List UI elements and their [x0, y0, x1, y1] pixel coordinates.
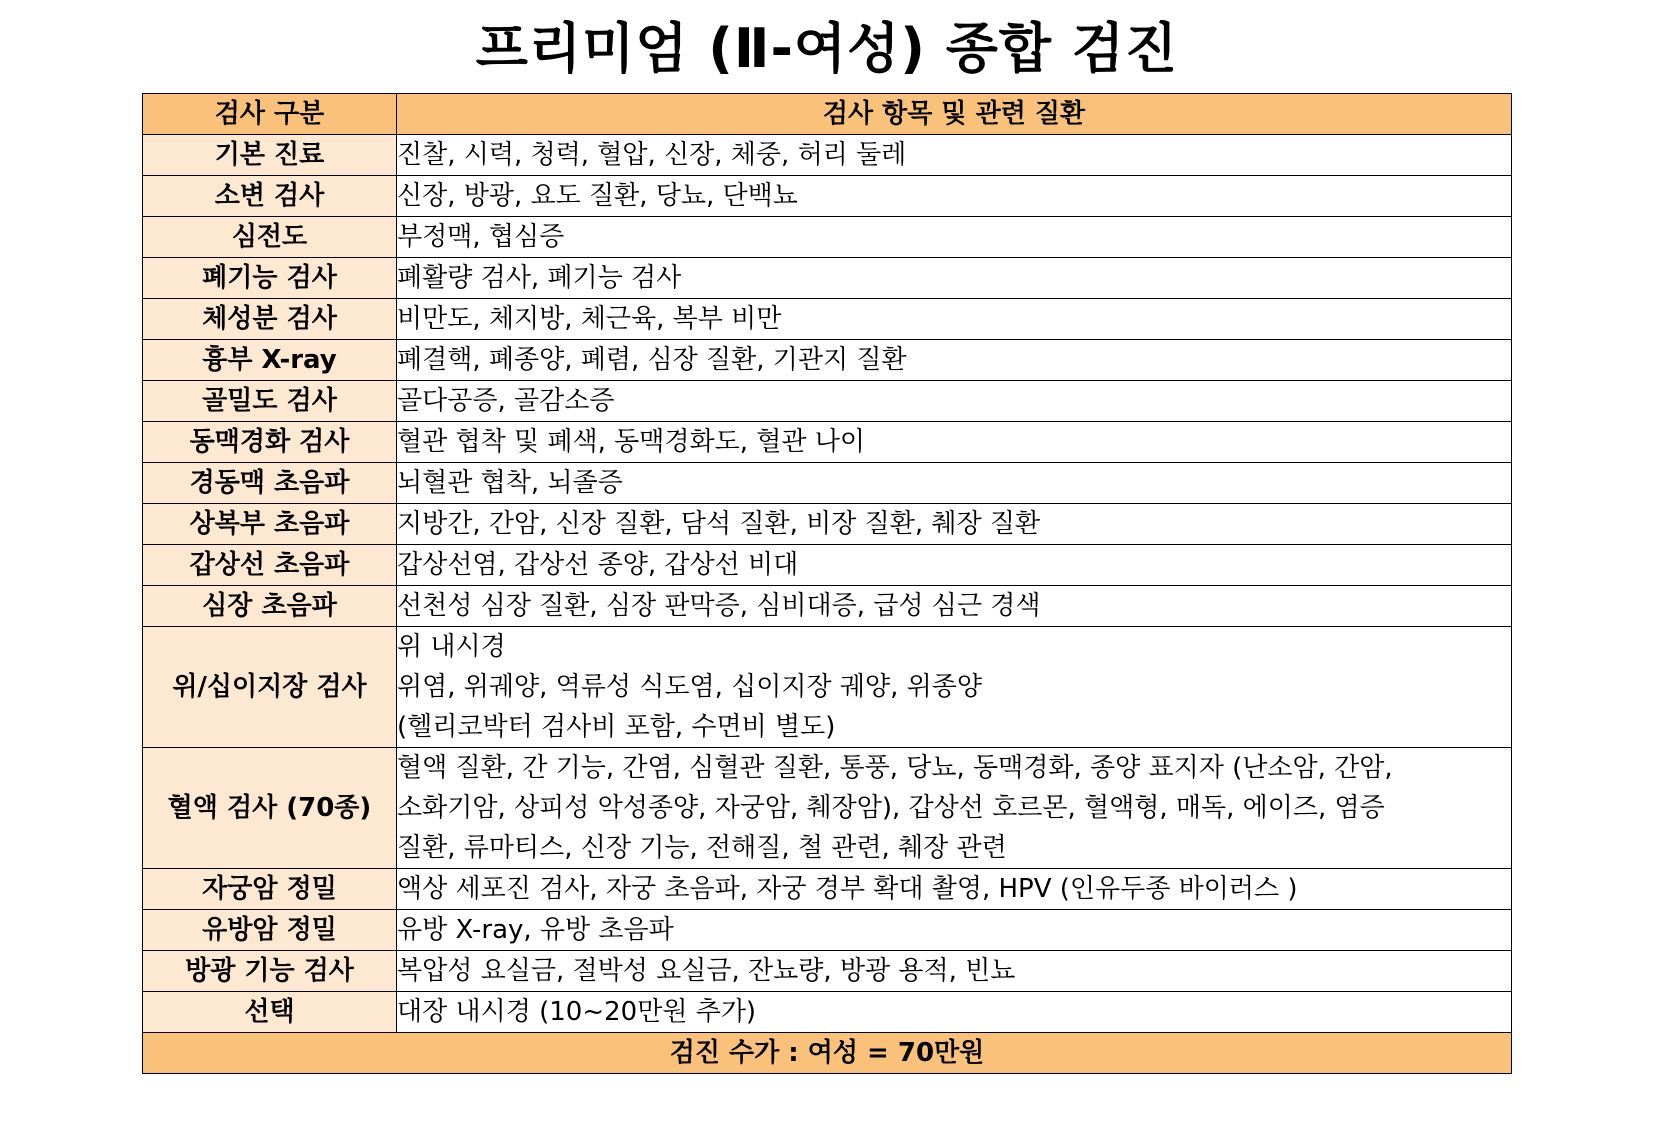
table-row [143, 545, 1512, 586]
exam-item-line: 질환, 류마티스, 신장 기능, 전해질, 철 관련, 췌장 관련 [397, 833, 1007, 863]
table-row [143, 627, 1512, 748]
table-footer-row [143, 1033, 1512, 1074]
exam-item-line: 폐활량 검사, 폐기능 검사 [397, 263, 682, 293]
exam-category: 유방암 정밀 [143, 910, 397, 951]
exam-category: 동맥경화 검사 [143, 422, 397, 463]
table-header-row [143, 94, 1512, 135]
page-title: 프리미엄 (Ⅱ-여성) 종합 검진 [475, 17, 1179, 80]
exam-items [397, 748, 1512, 869]
header-items: 검사 항목 및 관련 질환 [397, 94, 1512, 135]
exam-item-line: 위 내시경 [397, 632, 506, 662]
table-row [143, 340, 1512, 381]
table-row [143, 217, 1512, 258]
exam-item-line: 혈액 질환, 간 기능, 간염, 심혈관 질환, 통풍, 당뇨, 동맥경화, 종양 표지자 (난소암, 간암, [397, 753, 1393, 783]
exam-item-line: 신장, 방광, 요도 질환, 당뇨, 단백뇨 [397, 181, 798, 211]
exam-item-line: 지방간, 간암, 신장 질환, 담석 질환, 비장 질환, 췌장 질환 [397, 509, 1041, 539]
exam-category: 혈액 검사 (70종) [143, 748, 397, 869]
exam-items [397, 951, 1512, 992]
exam-category: 선택 [143, 992, 397, 1033]
table-body [143, 135, 1512, 1033]
exam-items [397, 258, 1512, 299]
exam-items [397, 545, 1512, 586]
exam-category: 폐기능 검사 [143, 258, 397, 299]
table-row [143, 748, 1512, 869]
exam-category: 체성분 검사 [143, 299, 397, 340]
exam-category: 방광 기능 검사 [143, 951, 397, 992]
exam-items [397, 176, 1512, 217]
table-row [143, 135, 1512, 176]
exam-items [397, 340, 1512, 381]
exam-item-line: 위염, 위궤양, 역류성 식도염, 십이지장 궤양, 위종양 [397, 672, 982, 702]
exam-category: 소변 검사 [143, 176, 397, 217]
exam-items [397, 217, 1512, 258]
exam-item-line: 진찰, 시력, 청력, 혈압, 신장, 체중, 허리 둘레 [397, 140, 907, 170]
table-row [143, 176, 1512, 217]
exam-item-line: 소화기암, 상피성 악성종양, 자궁암, 췌장암), 갑상선 호르몬, 혈액형, 매독, 에이즈, 염증 [397, 793, 1385, 823]
exam-category: 골밀도 검사 [143, 381, 397, 422]
exam-item-line: (헬리코박터 검사비 포함, 수면비 별도) [397, 712, 836, 742]
exam-item-line: 유방 X-ray, 유방 초음파 [397, 915, 674, 945]
exam-item-line: 혈관 협착 및 폐색, 동맥경화도, 혈관 나이 [397, 427, 865, 457]
exam-items [397, 381, 1512, 422]
exam-category: 갑상선 초음파 [143, 545, 397, 586]
table-row [143, 381, 1512, 422]
table-row [143, 992, 1512, 1033]
exam-items [397, 504, 1512, 545]
exam-items [397, 299, 1512, 340]
exam-item-line: 복압성 요실금, 절박성 요실금, 잔뇨량, 방광 용적, 빈뇨 [397, 956, 1016, 986]
exam-item-line: 비만도, 체지방, 체근육, 복부 비만 [397, 304, 782, 334]
table-row [143, 258, 1512, 299]
exam-category: 상복부 초음파 [143, 504, 397, 545]
exam-item-line: 갑상선염, 갑상선 종양, 갑상선 비대 [397, 550, 799, 580]
exam-category: 자궁암 정밀 [143, 869, 397, 910]
exam-items [397, 135, 1512, 176]
table-row [143, 910, 1512, 951]
exam-item-line: 부정맥, 협심증 [397, 222, 565, 252]
exam-items [397, 627, 1512, 748]
price-footer: 검진 수가 : 여성 = 70만원 [143, 1033, 1512, 1074]
table-row [143, 299, 1512, 340]
exam-category: 기본 진료 [143, 135, 397, 176]
exam-table [142, 93, 1512, 1074]
header-category: 검사 구분 [143, 94, 397, 135]
table-row [143, 869, 1512, 910]
exam-items [397, 586, 1512, 627]
exam-item-line: 액상 세포진 검사, 자궁 초음파, 자궁 경부 확대 촬영, HPV (인유두종 바이러스 ) [397, 874, 1298, 904]
exam-category: 흉부 X-ray [143, 340, 397, 381]
table-row [143, 422, 1512, 463]
exam-item-line: 폐결핵, 폐종양, 폐렴, 심장 질환, 기관지 질환 [397, 345, 907, 375]
table-row [143, 951, 1512, 992]
exam-items [397, 910, 1512, 951]
exam-items [397, 869, 1512, 910]
table-row [143, 504, 1512, 545]
exam-category: 위/십이지장 검사 [143, 627, 397, 748]
exam-category: 심장 초음파 [143, 586, 397, 627]
table-row [143, 586, 1512, 627]
exam-category: 경동맥 초음파 [143, 463, 397, 504]
exam-items [397, 992, 1512, 1033]
exam-item-line: 선천성 심장 질환, 심장 판막증, 심비대증, 급성 심근 경색 [397, 591, 1041, 621]
exam-category: 심전도 [143, 217, 397, 258]
exam-items [397, 422, 1512, 463]
exam-item-line: 뇌혈관 협착, 뇌졸증 [397, 468, 623, 498]
exam-item-line: 대장 내시경 (10~20만원 추가) [397, 997, 757, 1027]
table-row [143, 463, 1512, 504]
exam-item-line: 골다공증, 골감소증 [397, 386, 615, 416]
exam-items [397, 463, 1512, 504]
